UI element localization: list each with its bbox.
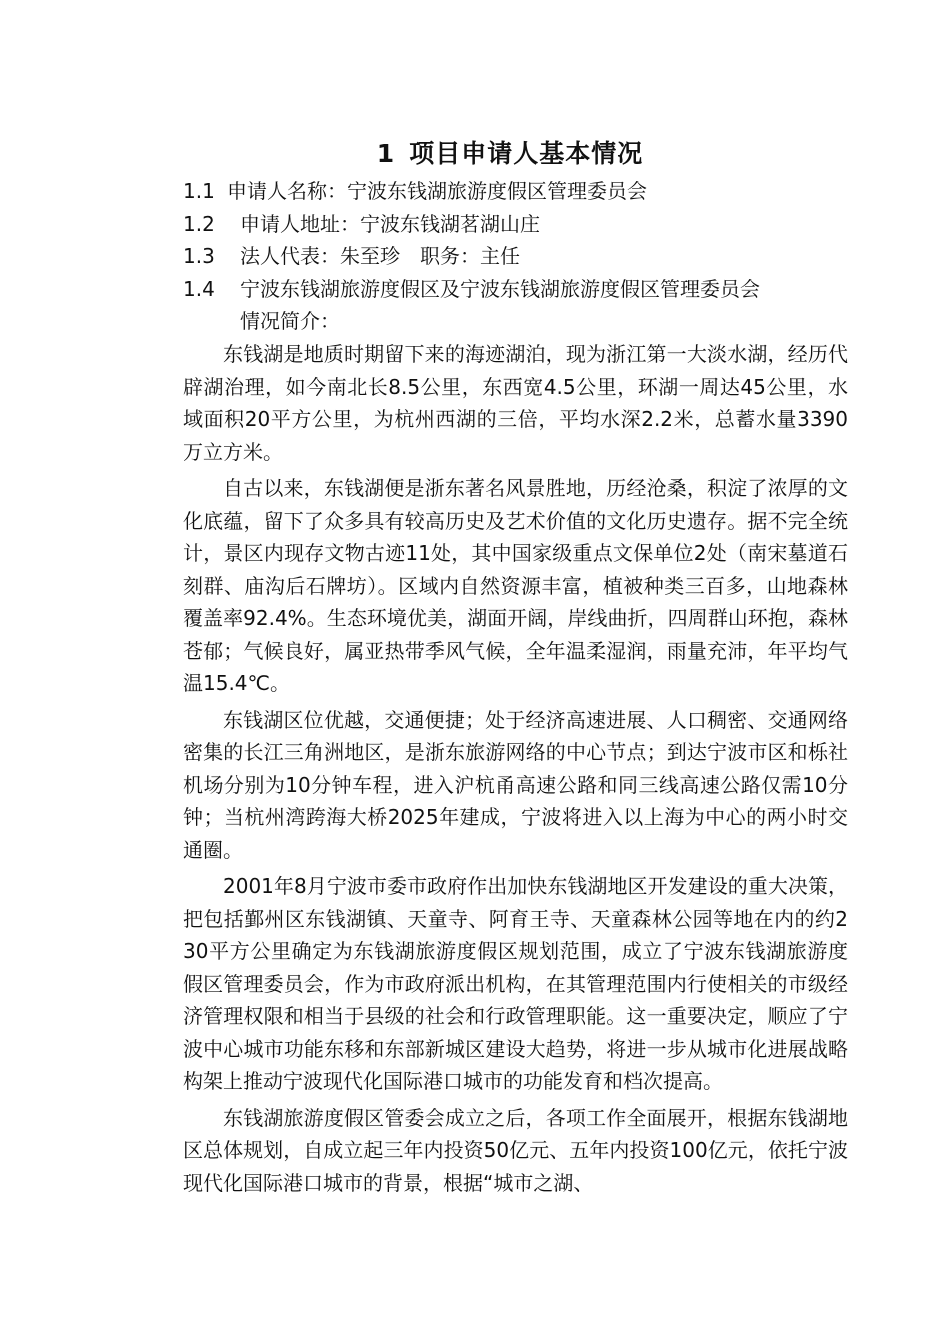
heading-text: 项目申请人基本情况 <box>409 139 644 168</box>
item-applicant-name <box>183 176 647 206</box>
heading-number: 1 <box>376 139 396 168</box>
item-applicant-address <box>183 209 540 239</box>
body-text <box>183 338 848 1199</box>
item-text: 申请人地址：宁波东钱湖茗湖山庄 <box>240 212 540 236</box>
paragraph-transport: 东钱湖区位优越，交通便捷；处于经济高速进展、人口稠密、交通网络密集的长江三角洲地区，是浙东旅游网络的中心节点；到达宁波市区和栎社机场分别为10分钟车程，进入沪杭甬高速公路和同三线高速公路仅需10分钟；当杭州湾跨海大桥2025年建成，宁波将进入以上海为中心的两小时交通圈。 <box>183 707 848 862</box>
item-text: 宁波东钱湖旅游度假区及宁波东钱湖旅游度假区管理委员会 <box>240 277 760 301</box>
item-number: 1.1 <box>183 179 215 203</box>
item-text: 申请人名称：宁波东钱湖旅游度假区管理委员会 <box>227 179 647 203</box>
paragraph-development: 东钱湖旅游度假区管委会成立之后，各项工作全面展开，根据东钱湖地区总体规划，自成立起三年内投资50亿元、五年内投资100亿元，依托宁波现代化国际港口城市的背景，根据“城市之湖、 <box>183 1105 848 1195</box>
section-heading <box>0 136 950 172</box>
paragraph-geography: 东钱湖是地质时期留下来的海迹湖泊，现为浙江第一大淡水湖，经历代辟湖治理，如今南北长8.5公里，东西宽4.5公里，环湖一周达45公里，水域面积20平方公里，为杭州西湖的三倍，平均水深2.2米，总蓄水量3390万立方米。 <box>183 342 848 464</box>
item-introduction <box>183 274 760 304</box>
paragraph-administration: 2001年8月宁波市委市政府作出加快东钱湖地区开发建设的重大决策，把包括鄞州区东钱湖镇、天童寺、阿育王寺、天童森林公园等地在内的约230平方公里确定为东钱湖旅游度假区规划范围，成立了宁波东钱湖旅游度假区管理委员会，作为市政府派出机构，在其管理范围内行使相关的市级经济管理权限和相当于县级的社会和行政管理职能。这一重要决定，顺应了宁波中心城市功能东移和东部新城区建设大趋势，将进一步从城市化进展战略构架上推动宁波现代化国际港口城市的功能发育和档次提高。 <box>183 874 848 1093</box>
item-number: 1.3 <box>183 244 215 268</box>
item-legal-representative <box>183 241 520 271</box>
paragraph-culture-nature: 自古以来，东钱湖便是浙东著名风景胜地，历经沧桑，积淀了浓厚的文化底蕴，留下了众多具有较高历史及艺术价值的文化历史遗存。据不完全统计，景区内现存文物古迹11处，其中国家级重点文保单位2处（南宋墓道石刻群、庙沟后石牌坊）。区域内自然资源丰富，植被种类三百多，山地森林覆盖率92.4%。生态环境优美，湖面开阔，岸线曲折，四周群山环抱，森林苍郁；气候良好，属亚热带季风气候，全年温柔湿润，雨量充沛，年平均气温15.4℃。 <box>183 476 848 695</box>
item-introduction-continued: 情况简介： <box>240 309 340 333</box>
item-number: 1.2 <box>183 212 215 236</box>
item-text: 法人代表：朱至珍 职务：主任 <box>240 244 520 268</box>
item-number: 1.4 <box>183 277 215 301</box>
